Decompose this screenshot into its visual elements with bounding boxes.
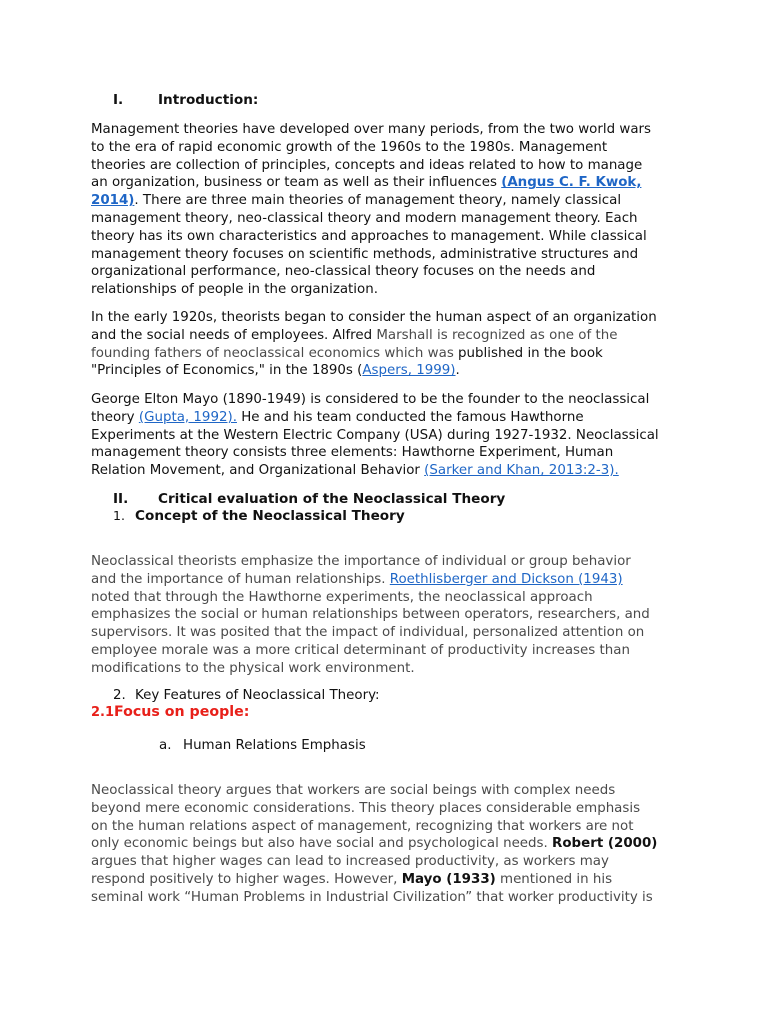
section-number: II. xyxy=(113,491,129,507)
text-line: theory has its own characteristics and approaches to management. While classical xyxy=(91,228,647,244)
text-line xyxy=(91,174,691,192)
paragraph-intro xyxy=(91,121,691,299)
text-line: Experiments at the Western Electric Company (USA) during 1927-1932. Neoclassical xyxy=(91,427,659,443)
text-line xyxy=(91,462,691,480)
subsection-number: 2.1 xyxy=(91,705,115,720)
text-run: and the social needs of employees. Alfred xyxy=(91,327,377,343)
text-run: founding fathers of neoclassical economics which was xyxy=(91,345,454,361)
text-run: . There are three main theories of management theory, namely classical xyxy=(134,193,622,209)
text-run: Marshall is recognized as one of the xyxy=(376,327,618,343)
text-line: argues that higher wages can lead to increased productivity, as workers may xyxy=(91,854,609,870)
text-line: theories are collection of principles, concepts and ideas related to how to manage xyxy=(91,157,643,173)
list-marker: a. xyxy=(159,738,172,753)
text-line: employee morale was a more critical determinant of productivity increases than xyxy=(91,642,630,658)
text-line: Neoclassical theory argues that workers are social beings with complex needs xyxy=(91,783,616,798)
text-run: mentioned in his xyxy=(495,871,613,887)
text-run: published in the book xyxy=(453,345,603,361)
citation-link-roethlisberger[interactable]: Roethlisberger and Dickson (1943) xyxy=(389,571,623,587)
paragraph-concept xyxy=(91,553,691,678)
text-line: noted that through the Hawthorne experiments, the neoclassical approach xyxy=(91,589,593,605)
text-line xyxy=(91,362,691,380)
citation-link-gupta[interactable]: (Gupta, 1992). xyxy=(138,409,237,425)
text-line: Neoclassical theorists emphasize the importance of individual or group behavior xyxy=(91,554,631,569)
text-run: . xyxy=(455,363,460,379)
subsection-title: Key Features of Neoclassical Theory: xyxy=(135,688,380,703)
section-heading-introduction xyxy=(113,92,258,108)
text-run: respond positively to higher wages. However, xyxy=(91,871,402,887)
paragraph-mayo xyxy=(91,391,691,480)
citation-link-kwok[interactable]: (Angus C. F. Kwok, xyxy=(501,175,642,191)
text-line: Management theories have developed over many periods, from the two world wars xyxy=(91,122,652,137)
subsection-number: 2. xyxy=(113,688,126,703)
citation-link-kwok-year[interactable]: 2014) xyxy=(91,193,135,209)
subsection-heading-concept xyxy=(113,508,405,524)
paragraph-early-1920s xyxy=(91,309,691,380)
text-line: management theory consists three elements: Hawthorne Experiment, Human xyxy=(91,445,614,461)
text-line xyxy=(91,835,691,853)
text-line: George Elton Mayo (1890-1949) is considered to be the founder to the neoclassical xyxy=(91,392,650,407)
text-line: management theory focuses on scientific methods, administrative structures and xyxy=(91,246,639,262)
text-run: Relation Movement, and Organizational Behavior xyxy=(91,463,425,479)
text-line xyxy=(91,409,691,427)
list-item-title: Human Relations Emphasis xyxy=(183,738,366,753)
text-run: theory xyxy=(91,409,139,425)
paragraph-human-relations xyxy=(91,782,691,907)
subsection-title: Focus on people: xyxy=(114,704,250,720)
section-heading-critical-evaluation xyxy=(113,491,505,507)
text-line: to the era of rapid economic growth of the 1960s to the 1980s. Management xyxy=(91,139,608,155)
text-line xyxy=(91,871,691,889)
text-line: supervisors. It was posited that the impact of individual, personalized attention on xyxy=(91,625,645,641)
text-line: management theory, neo-classical theory and modern management theory. Each xyxy=(91,210,638,226)
section-title: Introduction: xyxy=(158,92,259,108)
text-line xyxy=(91,345,691,363)
text-run: an organization, business or team as well as their influences xyxy=(91,175,502,191)
text-line xyxy=(91,192,691,210)
text-line xyxy=(91,327,691,345)
text-line: beyond mere economic considerations. This theory places considerable emphasis xyxy=(91,800,641,816)
section-title: Critical evaluation of the Neoclassical Theory xyxy=(158,491,506,507)
text-line: on the human relations aspect of management, recognizing that workers are not xyxy=(91,818,634,834)
subsection-heading-focus-on-people xyxy=(91,704,249,720)
list-item-human-relations xyxy=(159,738,366,753)
section-number: I. xyxy=(113,92,124,108)
citation-link-aspers[interactable]: Aspers, 1999) xyxy=(362,363,456,379)
text-line: seminal work “Human Problems in Industrial Civilization” that worker productivity is xyxy=(91,889,653,905)
text-line: organizational performance, neo-classical theory focuses on the needs and xyxy=(91,264,596,280)
subsection-heading-key-features xyxy=(113,688,380,703)
text-line: In the early 1920s, theorists began to consider the human aspect of an organization xyxy=(91,310,657,325)
text-run: He and his team conducted the famous Hawthorne xyxy=(236,409,584,425)
text-line xyxy=(91,571,691,589)
subsection-title: Concept of the Neoclassical Theory xyxy=(135,508,405,524)
citation-link-sarker-khan[interactable]: (Sarker and Khan, 2013:2-3). xyxy=(424,463,619,479)
author-reference: Mayo (1933) xyxy=(401,871,496,887)
text-run: "Principles of Economics," in the 1890s ( xyxy=(91,363,363,379)
subsection-number: 1. xyxy=(113,508,125,523)
text-run: only economic beings but also have social and psychological needs. xyxy=(91,836,553,852)
text-line: modifications to the physical work environment. xyxy=(91,660,415,676)
text-line: emphasizes the social or human relationships between operators, researchers, and xyxy=(91,607,650,623)
author-reference: Robert (2000) xyxy=(552,836,658,852)
text-run: and the importance of human relationships. xyxy=(91,571,390,587)
text-line: relationships of people in the organization. xyxy=(91,282,378,298)
